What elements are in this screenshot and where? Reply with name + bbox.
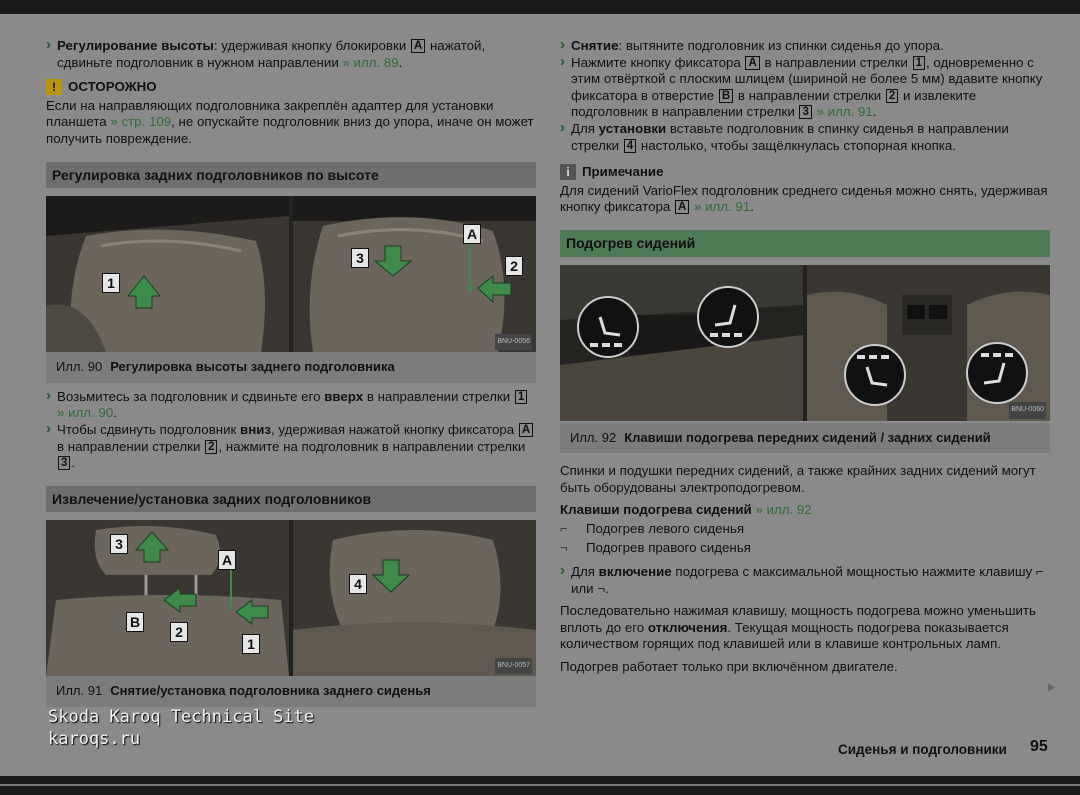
page-number: 95 (1030, 738, 1048, 755)
warning-title: ! ОСТОРОЖНО (46, 79, 536, 96)
move-up-item: › Возьмитесь за подголовник и сдвиньте его вверх в направлении стрелки 1 » илл. 90. (46, 389, 536, 422)
figure-link[interactable]: » илл. 90 (57, 405, 114, 421)
figure-link[interactable]: » илл. 91 (816, 104, 873, 120)
heating-intro: Спинки и подушки передних сидений, а также крайних задних сидений могут быть оборудованы электроподогревом. (560, 463, 1036, 495)
seat-heat-left-icon: ⌐ (1035, 564, 1044, 580)
legend-right-seat: ¬ Подогрев правого сиденья (560, 539, 751, 555)
legend-left-seat: ⌐ Подогрев левого сиденья (560, 520, 745, 536)
figure-92-caption: Илл. 92 Клавиши подогрева передних сидений / задних сидений (560, 423, 1050, 454)
figure-91-panel-left (46, 520, 289, 676)
right-column (560, 38, 1050, 682)
figure-92-panel-front (560, 265, 803, 421)
figure-link[interactable]: » илл. 92 (755, 502, 812, 518)
figure-90 (46, 196, 536, 352)
figure-link[interactable]: » илл. 89 (342, 54, 399, 70)
callout-1: 1 (242, 634, 260, 654)
figure-92 (560, 265, 1050, 421)
section-heading-heating: Подогрев сидений (560, 230, 1050, 257)
callout-1: 1 (102, 273, 120, 293)
left-column (46, 38, 536, 713)
heating-engine-text: Подогрев работает только при включённом двигателе. (560, 659, 898, 675)
section-heading-height: Регулировка задних подголовников по высоте (46, 162, 536, 189)
callout-3: 3 (110, 534, 128, 554)
warning-text: Если на направляющих подголовника закреплён адаптер для установки планшета » стр. 109, не опускайте подголовник вниз до упора, иначе он может получить повреждение. (46, 97, 534, 146)
heating-keys-title: Клавиши подогрева сидений » илл. 92 (560, 502, 812, 518)
callout-B: B (126, 612, 144, 632)
heating-on-item: › Для включение подогрева с максимальной мощностью нажмите клавишу ⌐ или ¬. (560, 564, 1050, 597)
figure-91-panel-right (293, 520, 536, 676)
page-link[interactable]: » стр. 109 (110, 114, 172, 130)
figure-90-panel-right (293, 196, 536, 352)
figure-link[interactable]: » илл. 91 (694, 199, 751, 215)
press-button-item: › Нажмите кнопку фиксатора A в направлении стрелки 1 , одновременно с этим отвёрткой с плоским шлицем (шириной не более 5 мм) вдавите кнопку фиксатора в отверстие B в направлении стрелки 2 и извлеките подголовник в направлении стрелки 3 » илл. 91. (560, 55, 1050, 121)
heating-sequence-text: Последовательно нажимая клавишу, мощность подогрева можно уменьшить вплоть до его отключения. Текущая мощность подогрева показывается количеством горящих под клавишей или в клавише контрольных ламп. (560, 603, 1036, 652)
figure-code: BNU-0056 (495, 334, 532, 351)
move-down-item: › Чтобы сдвинуть подголовник вниз, удерживая нажатой кнопку фиксатора A в направлении стрелки 2 , нажмите на подголовник в направлении стрелки 3 . (46, 422, 536, 472)
info-icon: i (560, 164, 576, 180)
callout-3: 3 (351, 248, 369, 268)
bottom-border (0, 776, 1080, 795)
figure-92-panel-rear (807, 265, 1050, 421)
seat-heat-right-icon: ¬ (560, 539, 568, 555)
callout-2: 2 (170, 622, 188, 642)
figure-91-caption: Илл. 91 Снятие/установка подголовника заднего сиденья (46, 676, 536, 707)
height-adjust-item: › Регулирование высоты: удерживая кнопку блокировки A нажатой, сдвиньте подголовник в нужном направлении » илл. 89. (46, 38, 536, 71)
callout-A: A (463, 224, 481, 244)
key-label: A (411, 39, 425, 53)
note-text: Для сидений VarioFlex подголовник среднего сиденья можно снять, удерживая кнопку фиксатора A » илл. 91. (560, 182, 1048, 215)
top-border (0, 0, 1080, 14)
figure-91 (46, 520, 536, 676)
removal-item: › Снятие: вытяните подголовник из спинки сиденья до упора. (560, 38, 1050, 55)
note-title: i Примечание (560, 164, 1050, 181)
figure-90-caption: Илл. 90 Регулировка высоты заднего подголовника (46, 352, 536, 383)
figure-90-panel-left (46, 196, 289, 352)
seat-heat-right-icon: ¬ (597, 580, 606, 596)
install-item: › Для установки вставьте подголовник в спинку сиденья в направлении стрелки 4 настолько, чтобы защёлкнулась стопорная кнопка. (560, 121, 1050, 154)
warning-icon: ! (46, 79, 62, 95)
continue-arrow-icon: ▶ (1048, 682, 1056, 693)
figure-code: BNU-0060 (1009, 402, 1046, 419)
footer-section-title: Сиденья и подголовники (838, 742, 1007, 757)
watermark: Skoda Karoq Technical Site karoqs.ru (48, 707, 315, 749)
callout-4: 4 (349, 574, 367, 594)
figure-code: BNU-0057 (495, 658, 532, 675)
seat-heat-left-icon: ⌐ (560, 520, 568, 536)
callout-2: 2 (505, 256, 523, 276)
section-heading-removal: Извлечение/установка задних подголовников (46, 486, 536, 513)
callout-A: A (218, 550, 236, 570)
